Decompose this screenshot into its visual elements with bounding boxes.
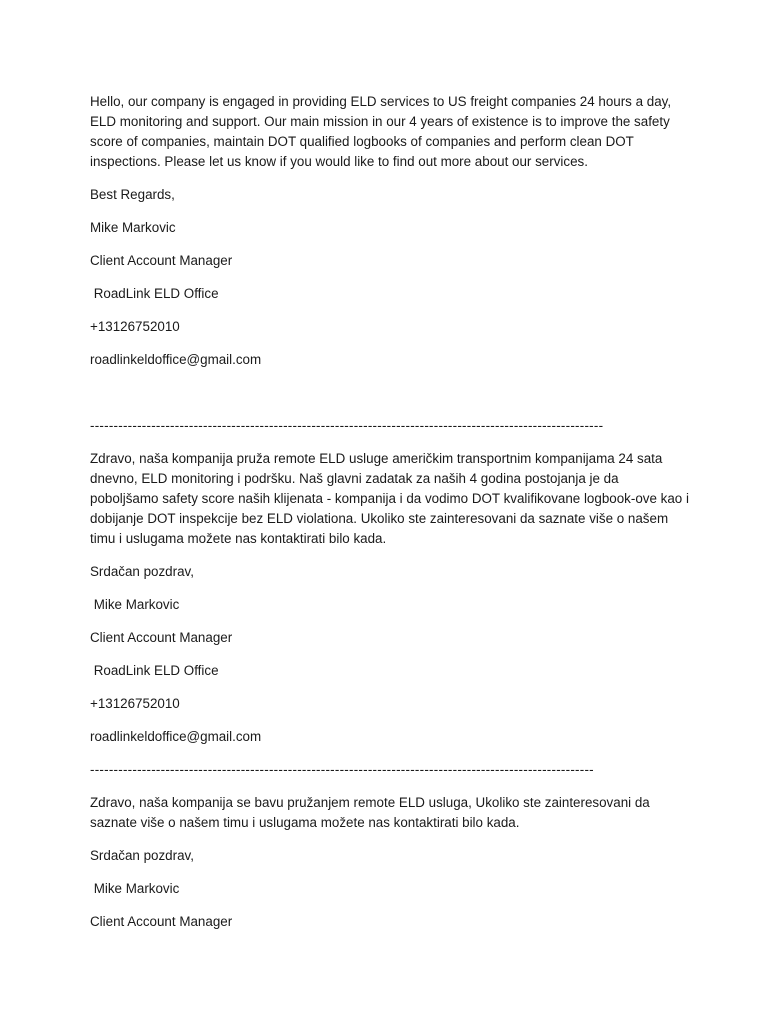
english-signature-email: roadlinkeldoffice@gmail.com: [90, 352, 262, 367]
serbian-signature-phone: +13126752010: [90, 696, 180, 711]
section-divider-2: -----------------------------------------------------------------------------------------------------------: [90, 762, 594, 777]
serbian-signature-name: Mike Markovic: [90, 597, 180, 612]
section-divider-1: -------------------------------------------------------------------------------------------------------------: [90, 418, 604, 433]
serbian-signature-office: RoadLink ELD Office: [90, 663, 219, 678]
serbian-closing: Srdačan pozdrav,: [90, 564, 194, 579]
short-closing: Srdačan pozdrav,: [90, 848, 194, 863]
serbian-message-body: Zdravo, naša kompanija pruža remote ELD usluge američkim transportnim kompanijama 24 sata dnevno, ELD monitoring i podršku. Naš glavni zadatak za naših 4 godina postojanja je da poboljšamo safety score naših klijenata - kompanija i da vodimo DOT kvalifikovane logbook-ove kao i dobijanje DOT inspekcije bez ELD violationa. Ukoliko ste zainteresovani da saznate više o našem timu i uslugama možete nas kontaktirati bilo kada.: [90, 451, 689, 546]
short-message-body: Zdravo, naša kompanija se bavu pružanjem remote ELD usluga, Ukoliko ste zainteresovani da saznate više o našem timu i uslugama možete nas kontaktirati bilo kada.: [90, 795, 650, 830]
serbian-signature-title: Client Account Manager: [90, 630, 233, 645]
english-signature-office: RoadLink ELD Office: [90, 286, 219, 301]
english-signature-phone: +13126752010: [90, 319, 180, 334]
short-signature-name: Mike Markovic: [90, 881, 180, 896]
document-page: [90, 92, 690, 932]
serbian-signature-email: roadlinkeldoffice@gmail.com: [90, 729, 262, 744]
english-message-body: Hello, our company is engaged in providing ELD services to US freight companies 24 hours a day, ELD monitoring and support. Our main mission in our 4 years of existence is to improve the safety score of companies, maintain DOT qualified logbooks of companies and perform clean DOT inspections. Please let us know if you would like to find out more about our services.: [90, 94, 672, 169]
short-signature-title: Client Account Manager: [90, 914, 233, 929]
english-closing: Best Regards,: [90, 187, 175, 202]
english-signature-title: Client Account Manager: [90, 253, 233, 268]
english-signature-name: Mike Markovic: [90, 220, 176, 235]
